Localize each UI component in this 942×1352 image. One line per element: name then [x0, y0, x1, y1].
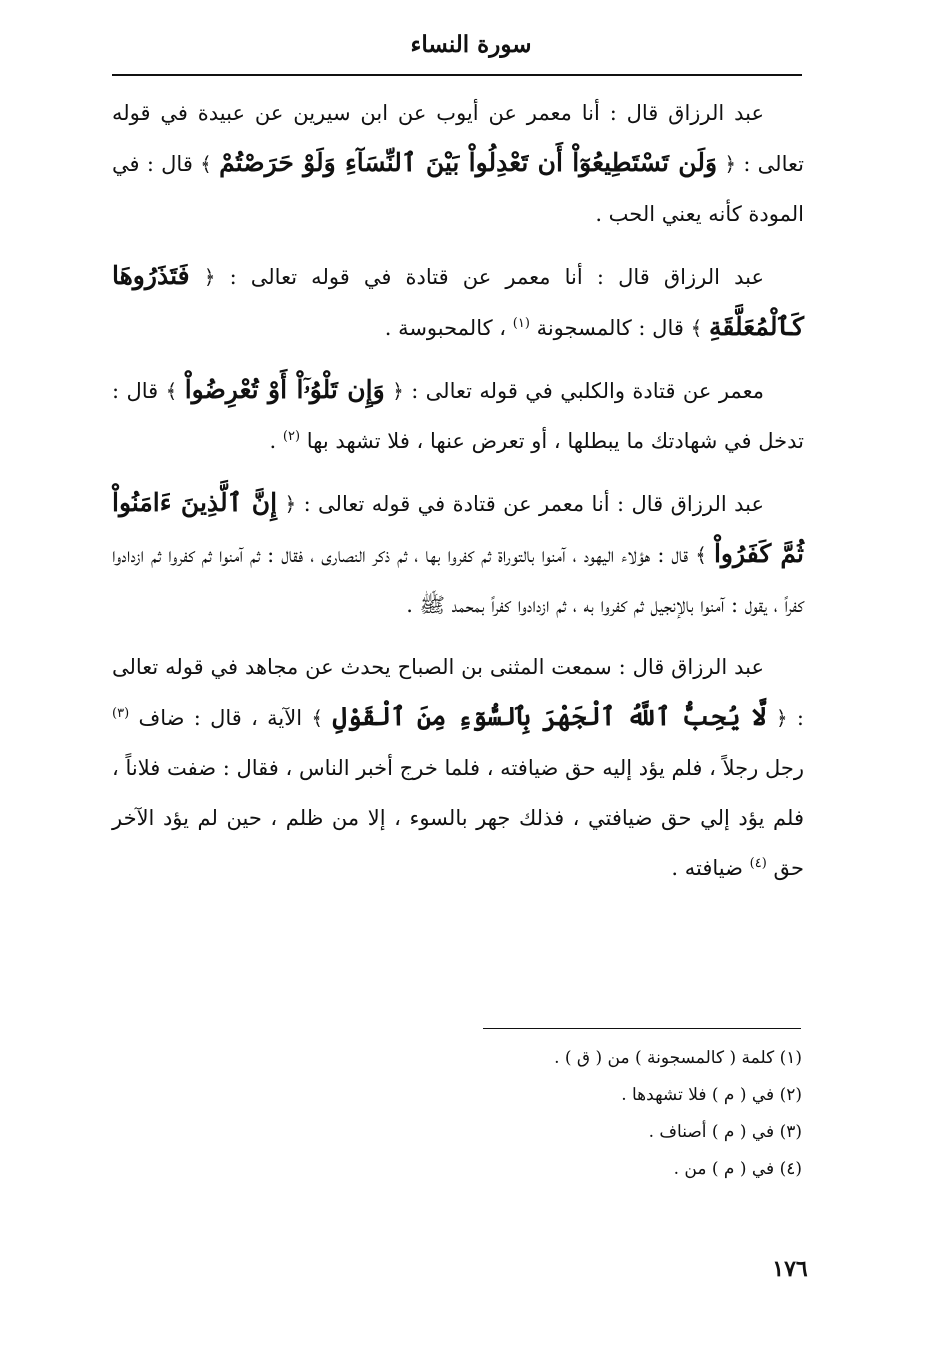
paragraph-5-commentary-end: ضيافته . [671, 856, 743, 880]
paragraph-1-commentary: قال : في المودة كأنه يعني الحب . [112, 152, 804, 226]
paragraph-4-intro: عبد الرزاق قال : أنا معمر عن قتادة في قوله تعالى : [303, 492, 764, 516]
verse-open-bracket: ﴿ [775, 706, 788, 730]
paragraph-2-intro: عبد الرزاق قال : أنا معمر عن قتادة في قوله تعالى : [229, 265, 764, 289]
footnotes-section [382, 1040, 802, 1188]
quran-verse-4: إِنَّ ٱلَّذِينَ ءَامَنُواْ ثُمَّ كَفَرُواْ [112, 488, 804, 568]
verse-open-bracket: ﴿ [203, 265, 216, 289]
paragraph-5-intro: عبد الرزاق قال : سمعت المثنى بن الصباح يحدث عن مجاهد في قوله تعالى : [112, 655, 804, 730]
quran-verse-2: فَتَذَرُوهَا كَٱلْمُعَلَّقَةِ [112, 261, 804, 341]
verse-close-bracket: ﴾ [200, 152, 212, 176]
paragraph-3-intro: معمر عن قتادة والكلبي في قوله تعالى : [411, 379, 764, 403]
page-header-title: سورة النساء [410, 31, 532, 58]
main-text [112, 88, 804, 905]
quran-verse-1: وَلَن تَسْتَطِيعُوٓاْ أَن تَعْدِلُواْ بَيْنَ ٱلنِّسَآءِ وَلَوْ حَرَصْتُمْ [219, 148, 718, 177]
footnote-3: (٣) في ( م ) أصناف . [648, 1122, 802, 1142]
verse-close-bracket: ﴾ [695, 543, 707, 567]
footnote-2: (٢) في ( م ) فلا تشهدها . [621, 1085, 802, 1105]
verse-open-bracket: ﴿ [392, 379, 404, 403]
quran-verse-3: وَإِن تَلْوُۥٓاْ أَوْ تُعْرِضُواْ [184, 375, 385, 404]
paragraph-4 [112, 478, 804, 630]
footnote-ref-2[interactable]: (٢) [282, 429, 301, 444]
paragraph-1 [112, 88, 804, 239]
paragraph-5-commentary: الآية ، قال : ضاف [138, 706, 303, 730]
paragraph-1-intro: عبد الرزاق قال : أنا معمر عن أيوب عن ابن سيرين عن عبيدة في قوله تعالى : [112, 101, 804, 176]
verse-open-bracket: ﴿ [284, 492, 297, 516]
verse-close-bracket: ﴾ [311, 706, 324, 730]
paragraph-5-commentary-middle: رجل رجلاً ، فلم يؤد إليه حق ضيافته ، فلما خرج أخبر الناس ، فقال : ضفت فلاناً ، فلم يؤد إلي حق ضيافتي ، فذلك جهر بالسوء ، إلا من ظلم ، حين لم يؤد الآخر حق [112, 756, 804, 880]
footnote-divider [483, 1028, 801, 1029]
paragraph-2-commentary: قال : كالمسجونة [536, 316, 684, 340]
footnote-4: (٤) في ( م ) من . [673, 1159, 802, 1179]
verse-close-bracket: ﴾ [690, 316, 703, 340]
paragraph-3-commentary: قال : تدخل في شهادتك ما يبطلها ، أو تعرض عنها ، فلا تشهد بها [112, 379, 804, 453]
footnote-1: (١) كلمة ( كالمسجونة ) من ( ق ) . [554, 1048, 802, 1068]
paragraph-3-commentary-end: . [269, 429, 277, 453]
page-number: ١٧٦ [772, 1256, 808, 1282]
quran-verse-5: لَّا يُحِبُّ ٱللَّهُ ٱلْجَهْرَ بِٱلسُّوٓءِ مِنَ ٱلْقَوْلِ [332, 702, 767, 731]
verse-close-bracket: ﴾ [165, 379, 178, 403]
paragraph-2 [112, 251, 804, 353]
paragraph-4-commentary: قال : هؤلاء اليهود ، آمنوا بالتوراة ثم كفروا بها ، ثم ذكر النصارى ، فقال : ثم آمنوا ثم كفروا ثم ازدادوا كفراً ، يقول : آمنوا بالإنجيل ثم كفروا به ، ثم ازدادوا كفراً بمحمد ﷺ . [112, 543, 804, 617]
paragraph-2-commentary-end: ، كالمحبوسة . [384, 316, 507, 340]
paragraph-5 [112, 642, 804, 893]
paragraph-3 [112, 365, 804, 466]
footnote-ref-1[interactable]: (١) [512, 316, 530, 331]
footnote-ref-4[interactable]: (٤) [749, 856, 767, 871]
footnote-ref-3[interactable]: (٣) [112, 706, 130, 721]
header-divider [112, 74, 802, 76]
verse-open-bracket: ﴿ [724, 152, 737, 176]
